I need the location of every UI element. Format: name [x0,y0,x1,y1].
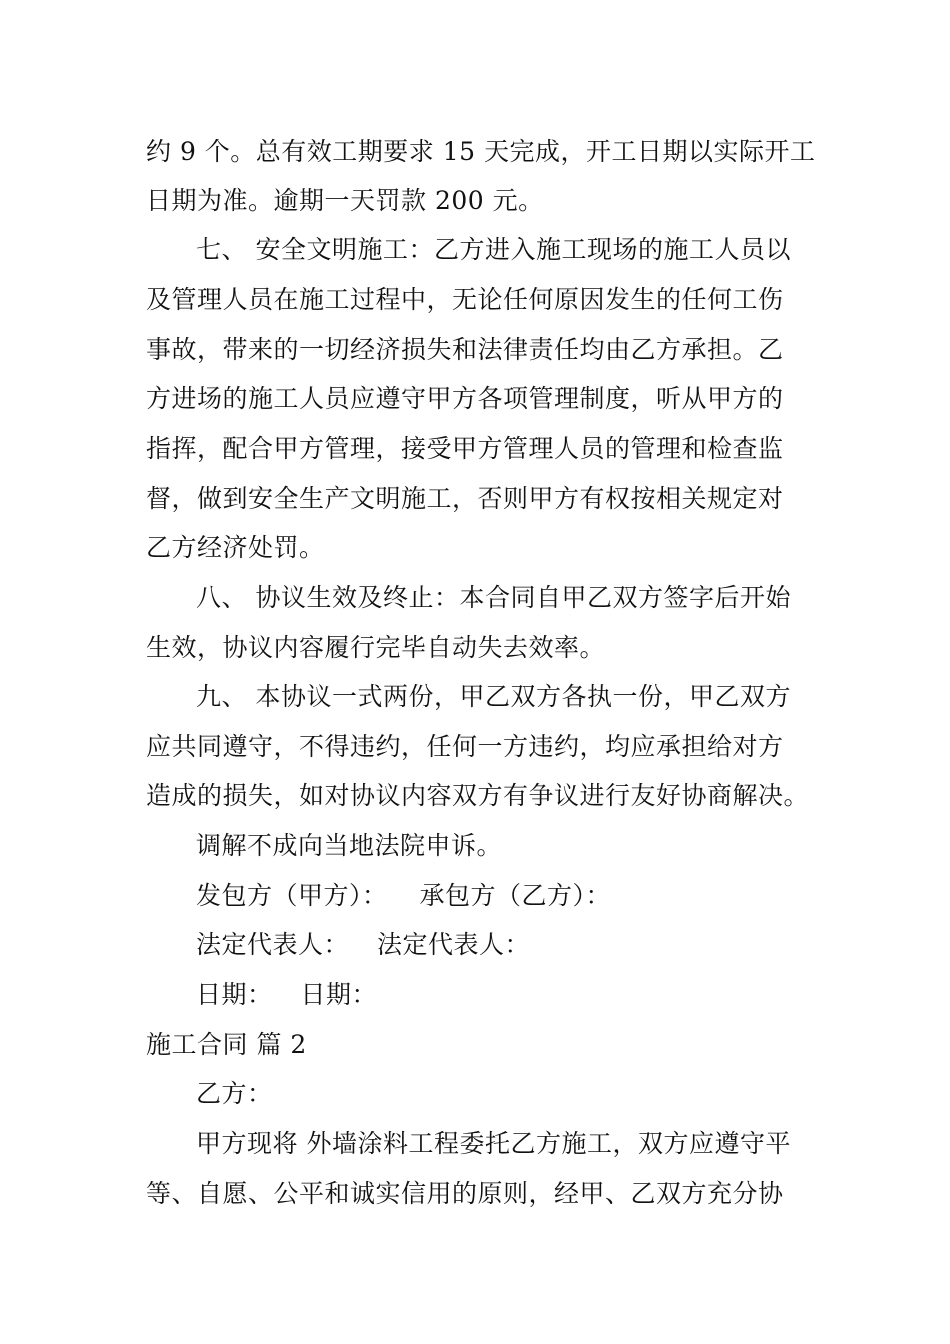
text-line: 乙方经济处罚。 [146,533,325,562]
clause-nine-line: 九、 本协议一式两份，甲乙双方各执一份，甲乙双方 [196,682,791,711]
text-line: 方进场的施工人员应遵守甲方各项管理制度，听从甲方的 [146,384,784,413]
clause-eight-line: 八、 协议生效及终止：本合同自甲乙双方签字后开始 [196,583,791,612]
rep-a-label: 法定代表人： [196,930,350,959]
text-line: 日期为准。逾期一天罚款 200 元。 [146,186,544,215]
signature-party-row [196,881,826,911]
text-line: 调解不成向当地法院申诉。 [196,831,503,860]
text-line: 应共同遵守，不得违约，任何一方违约，均应承担给对方 [146,732,784,761]
recipient-label: 乙方： [196,1079,273,1108]
text-line: 约 9 个。总有效工期要求 15 天完成，开工日期以实际开工 [146,137,816,166]
rep-b-label: 法定代表人： [377,930,531,959]
clause-seven-line: 七、 安全文明施工：乙方进入施工现场的施工人员以 [196,235,791,264]
text-line: 生效，协议内容履行完毕自动失去效率。 [146,633,606,662]
date-a-label: 日期： [196,980,273,1009]
text-line: 事故，带来的一切经济损失和法律责任均由乙方承担。乙 [146,335,784,364]
section-heading: 施工合同 篇 2 [146,1030,307,1059]
text-line: 造成的损失，如对协议内容双方有争议进行友好协商解决。 [146,781,810,810]
text-line: 甲方现将 外墙涂料工程委托乙方施工，双方应遵守平 [196,1129,791,1158]
date-b-label: 日期： [300,980,378,1009]
signature-rep-row [196,930,826,960]
text-line: 督，做到安全生产文明施工，否则甲方有权按相关规定对 [146,484,784,513]
text-line: 及管理人员在施工过程中，无论任何原因发生的任何工伤 [146,285,784,314]
signature-date-row [196,980,826,1010]
party-a-label: 发包方（甲方）： [196,881,388,910]
party-b-label: 承包方（乙方）： [419,881,612,910]
text-line: 等、自愿、公平和诚实信用的原则，经甲、乙双方充分协 [146,1179,784,1208]
text-line: 指挥，配合甲方管理，接受甲方管理人员的管理和检查监 [146,434,784,463]
